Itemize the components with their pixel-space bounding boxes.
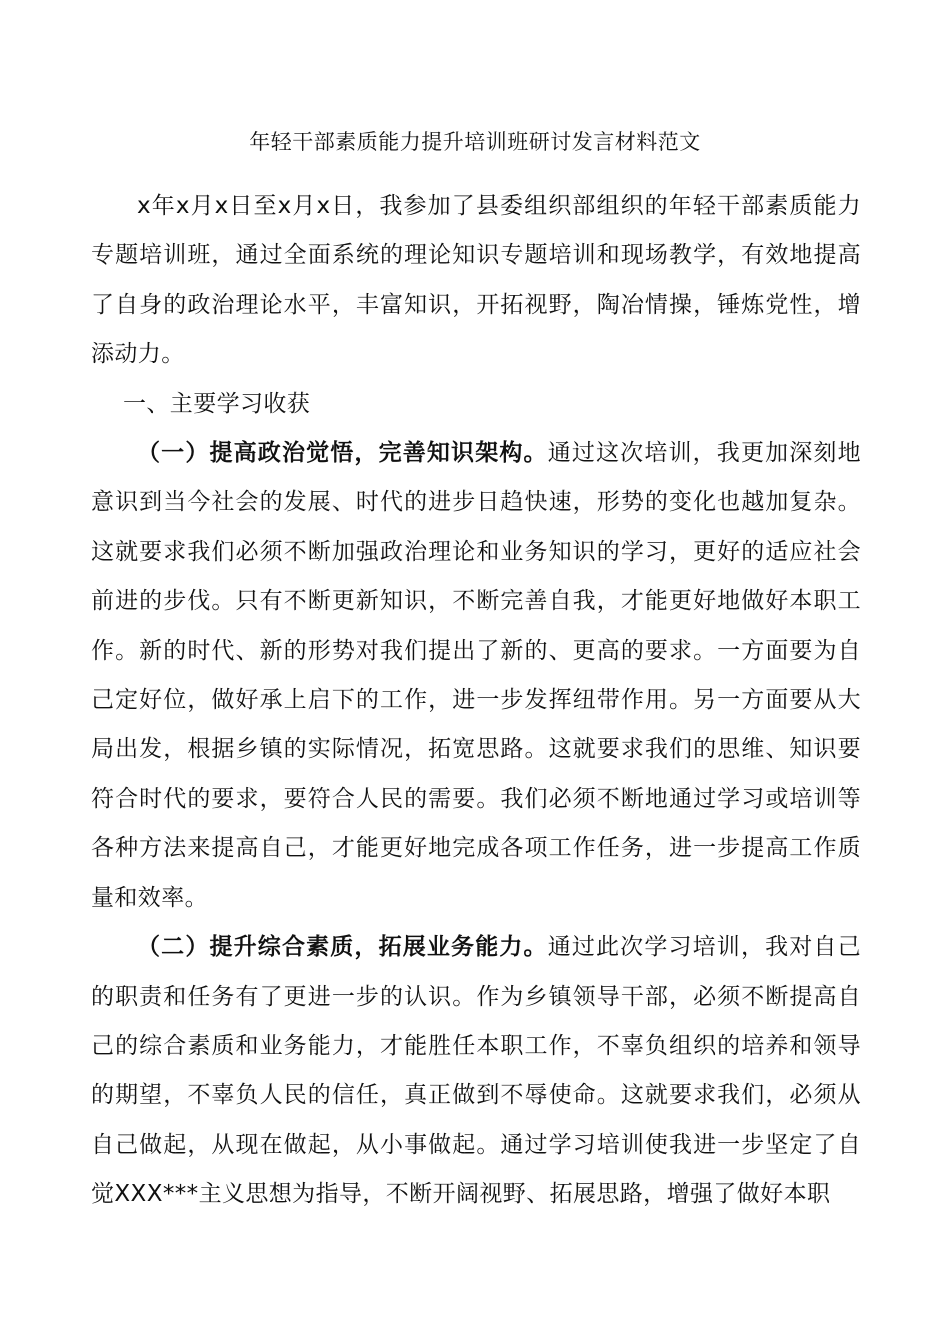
document-body [91,182,861,1220]
intro-paragraph: x年x月x日至x月x日，我参加了县委组织部组织的年轻干部素质能力专题培训班，通过全面系统的理论知识专题培训和现场教学，有效地提高了自身的政治理论水平，丰富知识，开拓视野，陶冶情操，锤炼党性，增添动力。 [91,193,861,368]
point-1-lead: （一）提高政治觉悟，完善知识架构。 [137,440,548,467]
point-2-text: 通过此次学习培训，我对自己的职责和任务有了更进一步的认识。作为乡镇领导干部，必须不断提高自己的综合素质和业务能力，才能胜任本职工作，不辜负组织的培养和领导的期望，不辜负人民的信任，真正做到不辱使命。这就要求我们，必须从自己做起，从现在做起，从小事做起。通过学习培训使我进一步坚定了自觉XXX***主义思想为指导，不断开阔视野、拓展思路，增强了做好本职 [91,934,861,1208]
point-2-paragraph [91,923,861,1219]
point-1-text: 通过这次培训，我更加深刻地意识到当今社会的发展、时代的进步日趋快速，形势的变化也越加复杂。这就要求我们必须不断加强政治理论和业务知识的学习，更好的适应社会前进的步伐。只有不断更新知识，不断完善自我，才能更好地做好本职工作。新的时代、新的形势对我们提出了新的、更高的要求。一方面要为自己定好位，做好承上启下的工作，进一步发挥纽带作用。另一方面要从大局出发，根据乡镇的实际情况，拓宽思路。这就要求我们的思维、知识要符合时代的要求，要符合人民的需要。我们必须不断地通过学习或培训等各种方法来提高自己，才能更好地完成各项工作任务，进一步提高工作质量和效率。 [91,440,861,911]
section-heading-1: 一、主要学习收获 [123,390,311,417]
point-2-lead: （二）提升综合素质，拓展业务能力。 [137,934,548,961]
point-1-paragraph [91,429,861,923]
document-title: 年轻干部素质能力提升培训班研讨发言材料范文 [249,130,701,154]
